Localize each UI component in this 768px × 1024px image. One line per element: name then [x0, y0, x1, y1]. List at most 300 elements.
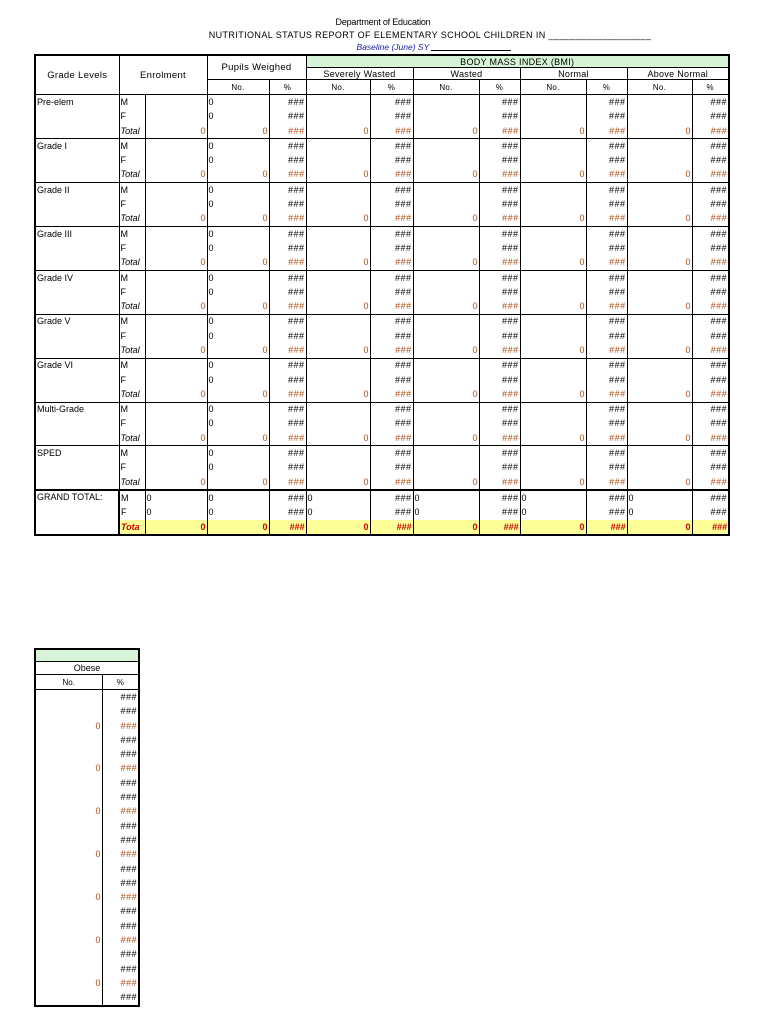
bmi-percent-total: ###: [692, 431, 729, 446]
gt-bmi-percent: ###: [479, 490, 520, 505]
bmi-no-value: [627, 153, 692, 167]
grade-label-empty: [35, 343, 119, 358]
grand-total-row: [35, 490, 729, 505]
enrolment-value: [145, 285, 207, 299]
bmi-percent: ###: [479, 139, 520, 154]
bmi-no-value: [306, 270, 370, 285]
bmi-no-value: [520, 461, 586, 475]
obese-percent: ###: [102, 962, 139, 976]
gt-bmi-no: 0: [627, 490, 692, 505]
bmi-percent: ###: [479, 95, 520, 110]
bmi-percent: ###: [692, 139, 729, 154]
obese-row: [35, 805, 139, 819]
row-type-label: F: [119, 373, 145, 387]
grade-total-row: [35, 431, 729, 446]
bmi-percent-total: ###: [692, 299, 729, 314]
weighed-percent: ###: [269, 153, 306, 167]
gt-bmi-no: 0: [627, 506, 692, 520]
bmi-no-value: [306, 95, 370, 110]
bmi-percent: ###: [479, 329, 520, 343]
bmi-no-total: 0: [520, 168, 586, 183]
bmi-percent: ###: [586, 110, 627, 124]
row-type-label: F: [119, 506, 145, 520]
bmi-percent: ###: [370, 358, 413, 373]
obese-no-total: 0: [35, 890, 102, 904]
grade-label: Grade VI: [35, 358, 119, 373]
bmi-percent: ###: [692, 358, 729, 373]
obese-percent: ###: [102, 948, 139, 962]
weighed-percent: ###: [269, 110, 306, 124]
header-row-1: [35, 55, 729, 68]
bmi-no-value: [520, 314, 586, 329]
row-type-label: Total: [119, 256, 145, 271]
bmi-no-total: 0: [306, 387, 370, 402]
bmi-percent-total: ###: [479, 431, 520, 446]
obese-percent: ###: [102, 919, 139, 933]
obese-no-value: [35, 733, 102, 747]
bmi-no-value: [413, 329, 479, 343]
weighed-percent: ###: [269, 256, 306, 271]
weighed-percent: ###: [269, 270, 306, 285]
weighed-value: 0: [207, 446, 269, 461]
obese-no-header: No.: [35, 675, 102, 690]
w-no-header: No.: [413, 80, 479, 95]
bmi-percent: ###: [692, 153, 729, 167]
grand-total-row: [35, 506, 729, 520]
weighed-total: 0: [207, 212, 269, 227]
bmi-no-value: [520, 197, 586, 211]
obese-percent: ###: [102, 862, 139, 876]
bmi-no-value: [627, 417, 692, 431]
bmi-no-value: [306, 183, 370, 198]
obese-no-total: 0: [35, 719, 102, 733]
obese-percent: ###: [102, 905, 139, 919]
bmi-percent: ###: [586, 285, 627, 299]
bmi-no-value: [413, 446, 479, 461]
obese-row: [35, 948, 139, 962]
gt-enrolment: 0: [145, 520, 207, 535]
bmi-percent-total: ###: [370, 387, 413, 402]
grade-total-row: [35, 124, 729, 139]
gt-bmi-percent: ###: [586, 506, 627, 520]
bmi-percent: ###: [479, 373, 520, 387]
bmi-no-total: 0: [306, 431, 370, 446]
obese-row: [35, 776, 139, 790]
weighed-total: 0: [207, 124, 269, 139]
weighed-value: 0: [207, 153, 269, 167]
bmi-percent: ###: [370, 197, 413, 211]
bmi-percent-total: ###: [370, 124, 413, 139]
enrolment-value: [145, 110, 207, 124]
bmi-no-total: 0: [627, 343, 692, 358]
row-type-label: M: [119, 183, 145, 198]
bmi-no-value: [306, 402, 370, 417]
weighed-percent: ###: [269, 329, 306, 343]
obese-no-total: 0: [35, 805, 102, 819]
bmi-no-total: 0: [413, 256, 479, 271]
gt-bmi-percent: ###: [692, 490, 729, 505]
bmi-no-value: [520, 329, 586, 343]
obese-row: [35, 890, 139, 904]
bmi-percent-total: ###: [692, 124, 729, 139]
bmi-percent: ###: [370, 241, 413, 255]
grade-levels-header: Grade Levels: [35, 55, 119, 95]
obese-row: [35, 905, 139, 919]
grade-row: [35, 329, 729, 343]
row-type-label: Total: [119, 431, 145, 446]
obese-no-value: [35, 690, 102, 705]
obese-percent-total: ###: [102, 805, 139, 819]
bmi-no-value: [413, 461, 479, 475]
gt-weighed-percent: ###: [269, 490, 306, 505]
sw-percent-header: %: [370, 80, 413, 95]
grade-label-empty: [35, 124, 119, 139]
bmi-no-total: 0: [627, 256, 692, 271]
enrolment-total: 0: [145, 431, 207, 446]
obese-subheader-row: [35, 675, 139, 690]
bmi-no-value: [306, 314, 370, 329]
bmi-percent: ###: [586, 153, 627, 167]
row-type-label: F: [119, 329, 145, 343]
obese-row: [35, 819, 139, 833]
obese-no-value: [35, 862, 102, 876]
grand-total-row: [35, 520, 729, 535]
obese-green-band: [35, 649, 139, 662]
gt-enrolment: 0: [145, 490, 207, 505]
bmi-percent: ###: [479, 183, 520, 198]
bmi-percent: ###: [692, 241, 729, 255]
grade-total-row: [35, 475, 729, 490]
bmi-percent-total: ###: [692, 212, 729, 227]
bmi-percent: ###: [692, 461, 729, 475]
n-no-header: No.: [520, 80, 586, 95]
bmi-percent: ###: [479, 417, 520, 431]
bmi-percent: ###: [586, 358, 627, 373]
gt-bmi-percent: ###: [479, 520, 520, 535]
bmi-no-total: 0: [306, 212, 370, 227]
gt-weighed-percent: ###: [269, 506, 306, 520]
report-title: NUTRITIONAL STATUS REPORT OF ELEMENTARY SCHOOL CHILDREN IN ___________________: [208, 30, 652, 40]
bmi-percent: ###: [370, 417, 413, 431]
bmi-no-value: [306, 285, 370, 299]
bmi-no-value: [627, 461, 692, 475]
gt-bmi-percent: ###: [692, 520, 729, 535]
grade-row: [35, 197, 729, 211]
bmi-percent-total: ###: [370, 343, 413, 358]
severely-wasted-header: Severely Wasted: [306, 68, 413, 80]
gt-bmi-percent: ###: [692, 506, 729, 520]
bmi-no-value: [627, 139, 692, 154]
bmi-no-value: [306, 153, 370, 167]
bmi-no-total: 0: [306, 168, 370, 183]
gt-bmi-no: 0: [413, 506, 479, 520]
weighed-value: 0: [207, 417, 269, 431]
bmi-percent-total: ###: [692, 168, 729, 183]
weighed-total: 0: [207, 168, 269, 183]
obese-percent: ###: [102, 690, 139, 705]
enrolment-value: [145, 197, 207, 211]
row-type-label: M: [119, 446, 145, 461]
bmi-percent: ###: [370, 139, 413, 154]
bmi-percent: ###: [479, 446, 520, 461]
bmi-percent: ###: [370, 110, 413, 124]
enrolment-total: 0: [145, 256, 207, 271]
grade-label-empty: [35, 256, 119, 271]
weighed-percent: ###: [269, 446, 306, 461]
bmi-no-value: [627, 183, 692, 198]
bmi-percent: ###: [692, 197, 729, 211]
grade-row: [35, 153, 729, 167]
wasted-header: Wasted: [413, 68, 520, 80]
obese-percent: ###: [102, 733, 139, 747]
row-type-label: F: [119, 241, 145, 255]
enrolment-value: [145, 402, 207, 417]
bmi-percent-total: ###: [370, 168, 413, 183]
bmi-no-value: [627, 329, 692, 343]
gt-bmi-no: 0: [520, 506, 586, 520]
bmi-percent-total: ###: [586, 343, 627, 358]
weighed-total: 0: [207, 299, 269, 314]
bmi-no-total: 0: [627, 124, 692, 139]
bmi-percent: ###: [479, 153, 520, 167]
grade-row: [35, 110, 729, 124]
bmi-no-value: [520, 183, 586, 198]
bmi-percent-total: ###: [479, 343, 520, 358]
bmi-percent: ###: [586, 197, 627, 211]
weighed-percent: ###: [269, 358, 306, 373]
bmi-no-value: [413, 402, 479, 417]
grade-row: [35, 270, 729, 285]
bmi-no-value: [413, 95, 479, 110]
bmi-percent: ###: [370, 270, 413, 285]
weighed-percent: ###: [269, 241, 306, 255]
bmi-no-value: [627, 95, 692, 110]
obese-no-value: [35, 776, 102, 790]
bmi-no-total: 0: [413, 343, 479, 358]
obese-row: [35, 747, 139, 761]
weighed-value: 0: [207, 183, 269, 198]
n-percent-header: %: [586, 80, 627, 95]
weighed-percent: ###: [269, 139, 306, 154]
grade-row: [35, 241, 729, 255]
bmi-no-value: [520, 139, 586, 154]
grade-label: Grade IV: [35, 270, 119, 285]
bmi-no-total: 0: [413, 387, 479, 402]
weighed-percent: ###: [269, 402, 306, 417]
enrolment-value: [145, 329, 207, 343]
bmi-percent: ###: [692, 285, 729, 299]
bmi-percent-total: ###: [370, 475, 413, 490]
bmi-no-value: [306, 358, 370, 373]
enrolment-value: [145, 461, 207, 475]
weighed-percent: ###: [269, 95, 306, 110]
row-type-label: M: [119, 95, 145, 110]
grade-label-empty: [35, 299, 119, 314]
gt-bmi-no: 0: [520, 490, 586, 505]
enrolment-value: [145, 139, 207, 154]
bmi-no-value: [306, 226, 370, 241]
gt-weighed-percent: ###: [269, 520, 306, 535]
grade-label-empty: [35, 212, 119, 227]
bmi-percent: ###: [692, 329, 729, 343]
grade-label-empty: [35, 168, 119, 183]
bmi-percent-total: ###: [370, 431, 413, 446]
bmi-no-total: 0: [627, 168, 692, 183]
bmi-percent: ###: [370, 373, 413, 387]
gt-weighed: 0: [207, 520, 269, 535]
bmi-no-total: 0: [627, 299, 692, 314]
grade-label-empty: [35, 329, 119, 343]
bmi-percent-total: ###: [586, 299, 627, 314]
bmi-no-total: 0: [520, 124, 586, 139]
bmi-percent: ###: [692, 417, 729, 431]
bmi-percent: ###: [370, 226, 413, 241]
baseline-label: Baseline (June) SY: [356, 42, 430, 52]
baseline-line: [50, 42, 768, 52]
obese-percent: ###: [102, 833, 139, 847]
obese-table: [34, 648, 140, 1007]
obese-no-value: [35, 819, 102, 833]
row-type-label: Total: [119, 387, 145, 402]
obese-row: [35, 933, 139, 947]
gt-bmi-no: 0: [306, 506, 370, 520]
grand-total-label: GRAND TOTAL:: [35, 490, 119, 535]
grade-total-row: [35, 343, 729, 358]
obese-no-total: 0: [35, 976, 102, 990]
bmi-percent-total: ###: [370, 212, 413, 227]
grade-label-empty: [35, 475, 119, 490]
enrolment-value: [145, 241, 207, 255]
weighed-value: 0: [207, 110, 269, 124]
enrolment-value: [145, 314, 207, 329]
obese-percent-total: ###: [102, 848, 139, 862]
pw-no-header: No.: [207, 80, 269, 95]
weighed-value: 0: [207, 197, 269, 211]
bmi-no-value: [627, 446, 692, 461]
bmi-no-value: [627, 358, 692, 373]
gt-enrolment: 0: [145, 506, 207, 520]
grade-total-row: [35, 299, 729, 314]
enrolment-value: [145, 373, 207, 387]
bmi-percent-total: ###: [586, 431, 627, 446]
enrolment-value: [145, 95, 207, 110]
bmi-percent: ###: [586, 314, 627, 329]
bmi-percent: ###: [479, 358, 520, 373]
bmi-percent: ###: [479, 402, 520, 417]
bmi-no-value: [413, 110, 479, 124]
bmi-no-value: [627, 285, 692, 299]
bmi-no-value: [627, 402, 692, 417]
bmi-percent: ###: [370, 95, 413, 110]
bmi-percent-total: ###: [586, 212, 627, 227]
bmi-no-value: [627, 110, 692, 124]
enrolment-total: 0: [145, 168, 207, 183]
bmi-percent-total: ###: [479, 168, 520, 183]
grade-label-empty: [35, 285, 119, 299]
weighed-value: 0: [207, 402, 269, 417]
bmi-percent: ###: [479, 461, 520, 475]
bmi-no-value: [520, 402, 586, 417]
weighed-percent: ###: [269, 226, 306, 241]
obese-percent: ###: [102, 705, 139, 719]
enrolment-value: [145, 183, 207, 198]
weighed-total: 0: [207, 387, 269, 402]
weighed-value: 0: [207, 314, 269, 329]
obese-percent-total: ###: [102, 976, 139, 990]
bmi-no-value: [520, 153, 586, 167]
weighed-value: 0: [207, 461, 269, 475]
grand-total-row-label: Tota: [119, 520, 145, 535]
bmi-no-value: [520, 373, 586, 387]
bmi-no-value: [306, 139, 370, 154]
row-type-label: Total: [119, 299, 145, 314]
row-type-label: M: [119, 314, 145, 329]
obese-percent-total: ###: [102, 719, 139, 733]
bmi-no-value: [306, 110, 370, 124]
bmi-no-value: [413, 270, 479, 285]
grade-row: [35, 226, 729, 241]
bmi-no-value: [306, 446, 370, 461]
bmi-percent: ###: [586, 373, 627, 387]
row-type-label: Total: [119, 124, 145, 139]
obese-percent: ###: [102, 790, 139, 804]
bmi-percent: ###: [692, 446, 729, 461]
weighed-value: 0: [207, 270, 269, 285]
obese-no-total: 0: [35, 848, 102, 862]
grade-row: [35, 314, 729, 329]
gt-bmi-percent: ###: [370, 520, 413, 535]
obese-row: [35, 991, 139, 1006]
bmi-no-total: 0: [413, 124, 479, 139]
weighed-value: 0: [207, 226, 269, 241]
grade-label-empty: [35, 153, 119, 167]
enrolment-value: [145, 226, 207, 241]
obese-percent: ###: [102, 747, 139, 761]
enrolment-value: [145, 153, 207, 167]
row-type-label: Total: [119, 343, 145, 358]
bmi-percent-total: ###: [692, 475, 729, 490]
weighed-percent: ###: [269, 183, 306, 198]
grade-total-row: [35, 212, 729, 227]
obese-green-row: [35, 649, 139, 662]
obese-no-value: [35, 833, 102, 847]
grade-row: [35, 95, 729, 110]
bmi-percent: ###: [479, 197, 520, 211]
bmi-percent: ###: [479, 241, 520, 255]
pw-percent-header: %: [269, 80, 306, 95]
gt-bmi-no: 0: [627, 520, 692, 535]
enrolment-total: 0: [145, 475, 207, 490]
bmi-percent: ###: [586, 417, 627, 431]
row-type-label: Total: [119, 475, 145, 490]
grade-row: [35, 183, 729, 198]
grade-label-empty: [35, 417, 119, 431]
bmi-no-value: [413, 373, 479, 387]
bmi-percent: ###: [586, 402, 627, 417]
obese-row: [35, 876, 139, 890]
bmi-percent: ###: [370, 461, 413, 475]
bmi-no-value: [413, 139, 479, 154]
row-type-label: M: [119, 490, 145, 505]
weighed-percent: ###: [269, 461, 306, 475]
bmi-no-total: 0: [413, 212, 479, 227]
bmi-percent: ###: [586, 139, 627, 154]
bmi-percent: ###: [370, 153, 413, 167]
bmi-no-value: [627, 270, 692, 285]
bmi-percent-total: ###: [586, 387, 627, 402]
grade-row: [35, 417, 729, 431]
bmi-percent: ###: [479, 226, 520, 241]
